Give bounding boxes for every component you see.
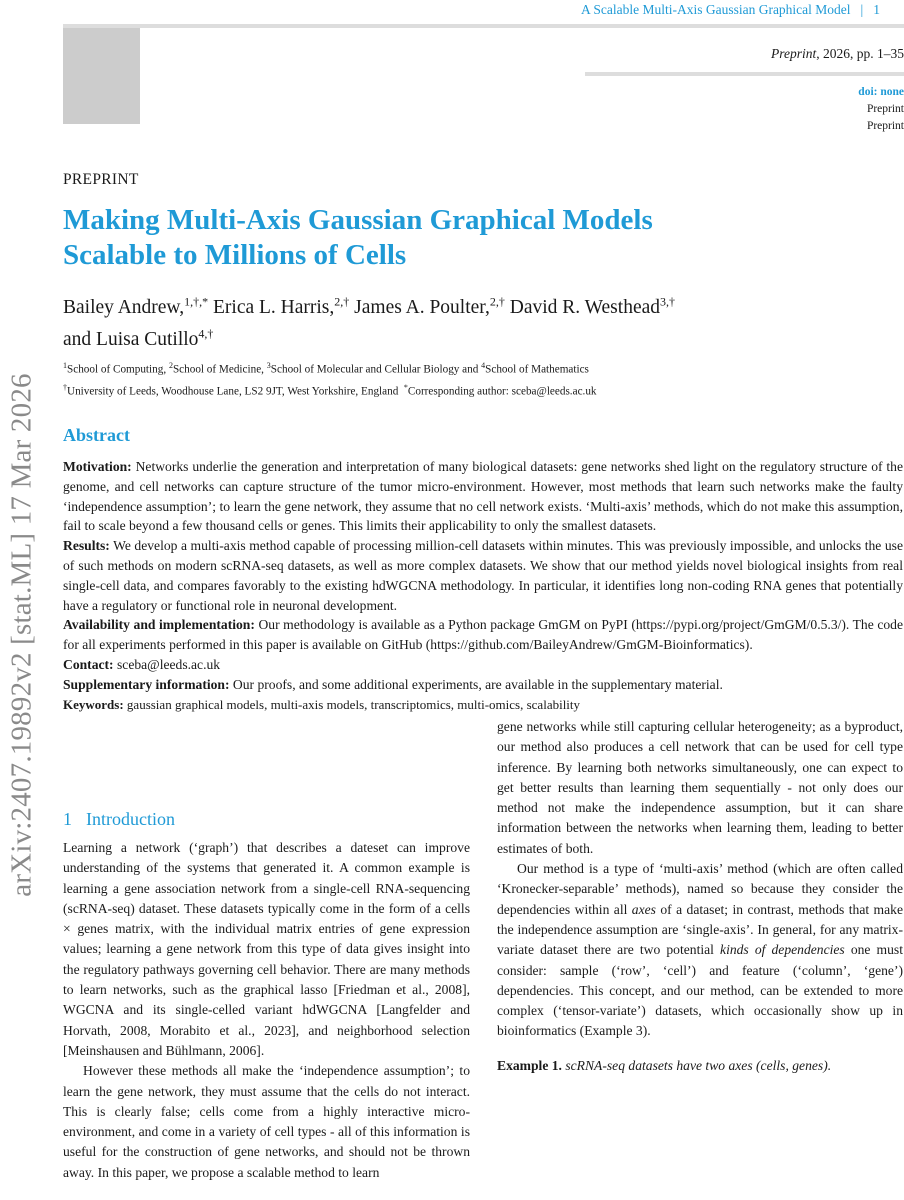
author: David R. Westhead$^{3,\dagger}$: [509, 294, 675, 318]
right-column: [497, 717, 903, 1076]
paragraph: Our method is a type of ‘multi-axis’ method (which are often called ‘Kronecker-separable’ methods), named so because they consider the dependencies within all axes of a dataset; in contrast, methods that make the independence assumption are ‘single-axis’. In general, for any matrix-variate dataset there are two potential kinds of dependencies one must consider: sample (‘row’, ‘cell’) and feature (‘column’, ‘gene’) dependencies. This concept, and our method, can be extended to more complex (‘tensor-variate’) datasets, which occasionally show up in bioinformatics (Example 3).: [497, 861, 903, 1039]
example-1: Example 1. scRNA-seq datasets have two axes (cells, genes).: [497, 1057, 832, 1073]
article-type: PREPRINT: [63, 171, 139, 188]
meta-line: Preprint: [866, 103, 904, 115]
keywords: Keywords: gaussian graphical models, multi-axis models, transcriptomics, multi-omics, scalability: [63, 696, 581, 712]
meta-line: Preprint: [866, 120, 904, 132]
author: James A. Poulter,$^{2,\dagger}$: [354, 294, 505, 318]
author: Bailey Andrew,$^{1,\dagger,*}$: [63, 294, 209, 318]
abstract-availability: Availability and implementation: Our methodology is available as a Python package GmGM on PyPI (https://pypi.org/project/GmGM/0.5.3/). The code for all experiments performed in this paper is available on GitHub (https://github.com/BaileyAndrew/GmGM-Bioinformatics).: [63, 617, 903, 653]
logo-placeholder: [63, 28, 140, 124]
page-number: 1: [873, 2, 880, 17]
author: and Luisa Cutillo$^{4,\dagger}$: [63, 326, 214, 350]
author-list: [63, 288, 903, 353]
journal-rule: [585, 72, 904, 76]
header-separator: |: [860, 2, 864, 17]
abstract-contact: Contact: sceba@leeds.ac.uk: [63, 656, 221, 672]
title-line: Scalable to Millions of Cells: [63, 239, 407, 271]
abstract-motivation: Motivation: Networks underlie the generation and interpretation of many biological datasets: gene networks shed light on the regulatory structure of the genome, and cell networks can capture structure of the tumor micro-environment. However, most methods that learn such networks make the faulty ‘independence assumption’; to learn the gene network, they assume that no cell network exists. ‘Multi-axis’ methods, which do not make this assumption, fail to scale beyond a few thousand cells or genes. This limits their applicability to only the smallest datasets.: [63, 459, 903, 534]
abstract-heading: Abstract: [63, 425, 130, 445]
journal-name: Preprint: [771, 46, 817, 61]
section-heading-introduction: 1 Introduction: [63, 809, 175, 829]
paragraph: However these methods all make the ‘independence assumption’; to learn the gene network, they must assume that the cells do not interact. This is clearly false; cells come from a highly interactive micro-environment, and come in a variety of cell types - all of this information is useful for the construction of gene networks, and should not be thrown away. In this paper, we propose a scalable method to learn: [63, 1063, 470, 1180]
abstract-supplementary: Supplementary information: Our proofs, and some additional experiments, are available in the supplementary material.: [63, 676, 723, 692]
paragraph: Learning a network (‘graph’) that describes a dateset can improve understanding of the systems that generated it. A common example is learning a gene association network from a single-cell RNA-sequencing (scRNA-seq) dataset. These datasets typically come in the form of a cells × genes matrix, with the individual matrix entries of gene expression values; learning a gene network from this type of data gives insight into the regulatory pathways governing cell behavior. There are many methods to learn networks, such as the graphical lasso [Friedman et al., 2008], WGCNA and its single-celled variant hdWGCNA [Langfelder and Horvath, 2008, Morabito et al., 2023], and neighborhood selection [Meinshausen and Bühlmann, 2006].: [63, 840, 470, 1058]
affiliations: [63, 357, 597, 400]
left-column: [63, 838, 470, 1183]
paper-title: [63, 203, 653, 273]
running-title: A Scalable Multi-Axis Gaussian Graphical Model: [580, 2, 851, 17]
doi: doi: none: [858, 86, 904, 98]
top-rule: [63, 24, 904, 28]
journal-pages: , 2026, pp. 1–35: [816, 46, 904, 61]
arxiv-stamp: arXiv:2407.19892v2 [stat.ML] 17 Mar 2026: [5, 373, 38, 897]
paragraph: gene networks while still capturing cellular heterogeneity; as a byproduct, our method also produces a cell network that can be used for cell type inference. By learning both networks simultaneously, one can expect to get better results than learning them sequentially - not only does our method not make the independence assumption, but it can share information between the networks when learning them, leading to better estimates of both.: [497, 719, 903, 856]
title-line: Making Multi-Axis Gaussian Graphical Models: [63, 204, 653, 236]
running-header: [581, 2, 880, 18]
abstract-results: Results: We develop a multi-axis method capable of processing million-cell datasets within minutes. This was previously impossible, and unlocks the use of such methods on modern scRNA-seq datasets, as well as more complex datasets. We show that our method yields novel biological insights from real single-cell data, and compares favorably to the existing hdWGCNA methodology. In particular, it identifies long non-coding RNA genes that potentially have a regulatory or functional role in neuronal development.: [63, 538, 903, 613]
abstract-body: [63, 457, 903, 714]
journal-info: [771, 46, 904, 62]
affiliation-line: †University of Leeds, Woodhouse Lane, LS2 9JT, West Yorkshire, England *Corresponding author: sceba@leeds.ac.uk: [63, 382, 597, 398]
affiliation-line: $^1$School of Computing, $^2$School of Medicine, $^3$School of Molecular and Cellular Biology and $^4$School of Mathematics: [63, 361, 589, 376]
author: Erica L. Harris,$^{2,\dagger}$: [213, 294, 350, 318]
